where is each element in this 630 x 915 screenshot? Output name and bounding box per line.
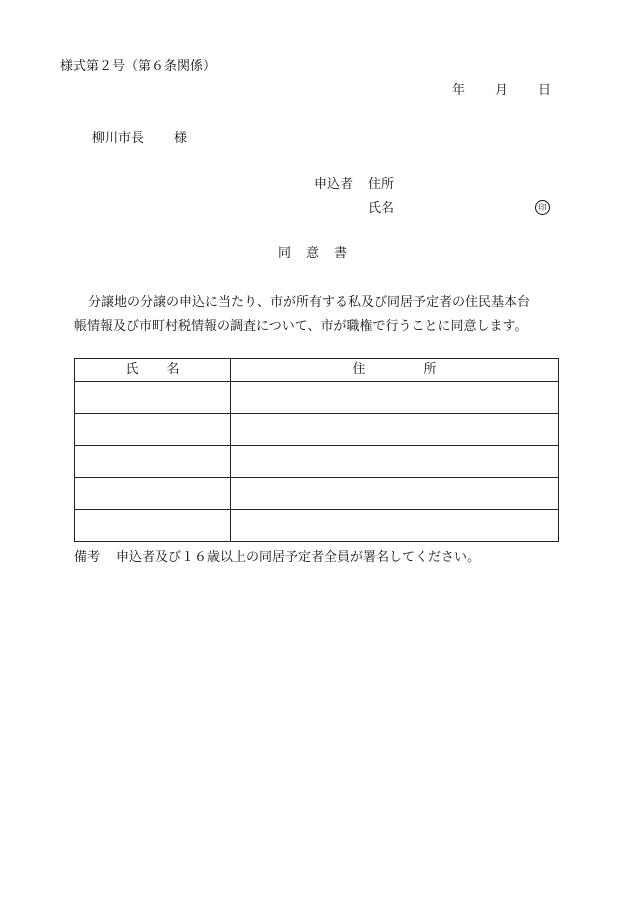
applicant-role-label: 申込者 — [314, 177, 354, 192]
consent-body-text — [74, 291, 574, 339]
table-row — [75, 478, 559, 510]
signer-name-cell[interactable] — [75, 382, 231, 414]
form-number: 様式第２号（第６条関係） — [60, 59, 217, 74]
table-row — [75, 414, 559, 446]
footnote-label: 備考 — [74, 550, 101, 565]
signer-address-cell[interactable] — [231, 414, 559, 446]
date-month-label: 月 — [495, 83, 509, 98]
document-title: 同意書 — [278, 246, 363, 261]
body-line-2: 帳情報及び市町村税情報の調査について、市が職権で行うことに同意します。 — [74, 319, 528, 334]
applicant-address-label: 住所 — [368, 177, 395, 192]
signer-name-cell[interactable] — [75, 510, 231, 542]
table-row — [75, 446, 559, 478]
signer-name-cell[interactable] — [75, 478, 231, 510]
signer-address-cell[interactable] — [231, 382, 559, 414]
seal-mark-icon: 印 — [535, 200, 550, 215]
applicant-name-label: 氏名 — [368, 201, 395, 216]
addressee — [92, 131, 187, 147]
column-header-address: 住所 — [231, 359, 559, 382]
signer-name-cell[interactable] — [75, 446, 231, 478]
recipient-name: 柳川市長 — [92, 131, 145, 146]
signers-table — [74, 358, 559, 542]
footnote-text: 申込者及び１６歳以上の同居予定者全員が署名してください。 — [116, 550, 481, 565]
table-row — [75, 510, 559, 542]
table-row — [75, 382, 559, 414]
column-header-name: 氏名 — [75, 359, 231, 382]
signer-name-cell[interactable] — [75, 414, 231, 446]
body-line-1: 分譲地の分譲の申込に当たり、市が所有する私及び同居予定者の住民基本台 — [88, 295, 531, 310]
table-header-row — [75, 359, 559, 382]
date-day-label: 日 — [538, 83, 552, 98]
date-line — [452, 83, 551, 99]
date-year-label: 年 — [452, 83, 466, 98]
footnote — [74, 550, 480, 566]
signer-address-cell[interactable] — [231, 478, 559, 510]
signer-address-cell[interactable] — [231, 446, 559, 478]
signer-address-cell[interactable] — [231, 510, 559, 542]
honorific: 様 — [174, 131, 188, 146]
